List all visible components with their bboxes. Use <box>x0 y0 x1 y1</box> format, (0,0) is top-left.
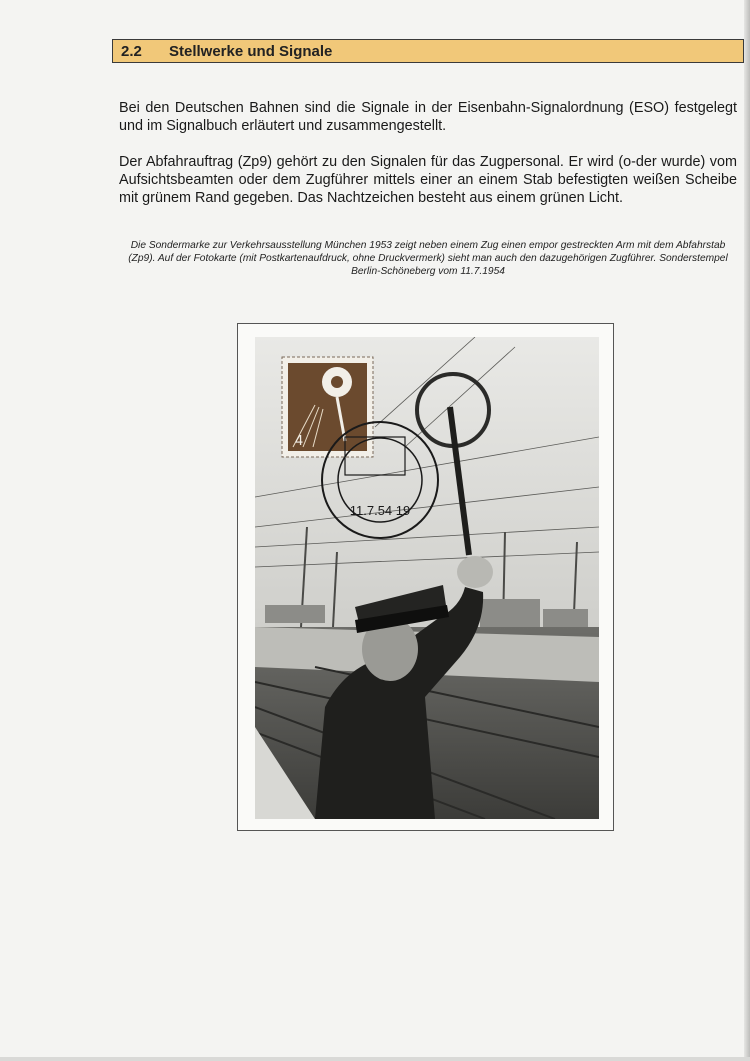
photo-card <box>255 337 599 819</box>
section-number: 2.2 <box>121 42 142 60</box>
stamp-caption: Die Sondermarke zur Verkehrsausstellung München 1953 zeigt neben einem Zug einen empor gestreckten Arm mit dem Abfahrstab (Zp9). Auf der Fotokarte (mit Postkartenaufdruck, ohne Druckvermerk) sieht man auch den dazugehörigen Zugführer. Sonderstempel Berlin-Schöneberg vom 11.7.1954 <box>128 240 728 277</box>
postage-stamp <box>282 357 373 457</box>
paragraph-zp9: Der Abfahrauftrag (Zp9) gehört zu den Signalen für das Zugpersonal. Er wird (o-der wurde) vom Aufsichtsbeamten oder dem Zugführer mittels einer an einem Stab befestigten weißen Scheibe mit grünem Rand gegeben. Das Nachtzeichen besteht aus einem grünen Licht. <box>119 154 737 206</box>
page-edge <box>0 1057 750 1061</box>
postmark-date: 11.7.54 19 <box>349 503 411 518</box>
section-title: Stellwerke und Signale <box>169 42 333 60</box>
paragraph-eso: Bei den Deutschen Bahnen sind die Signale in der Eisenbahn-Signalordnung (ESO) festgelegt und im Signalbuch erläutert und zusammengestellt. <box>119 100 737 134</box>
section-header <box>112 39 744 63</box>
stamp-value: 4 <box>295 434 304 449</box>
page-edge <box>744 0 750 1061</box>
